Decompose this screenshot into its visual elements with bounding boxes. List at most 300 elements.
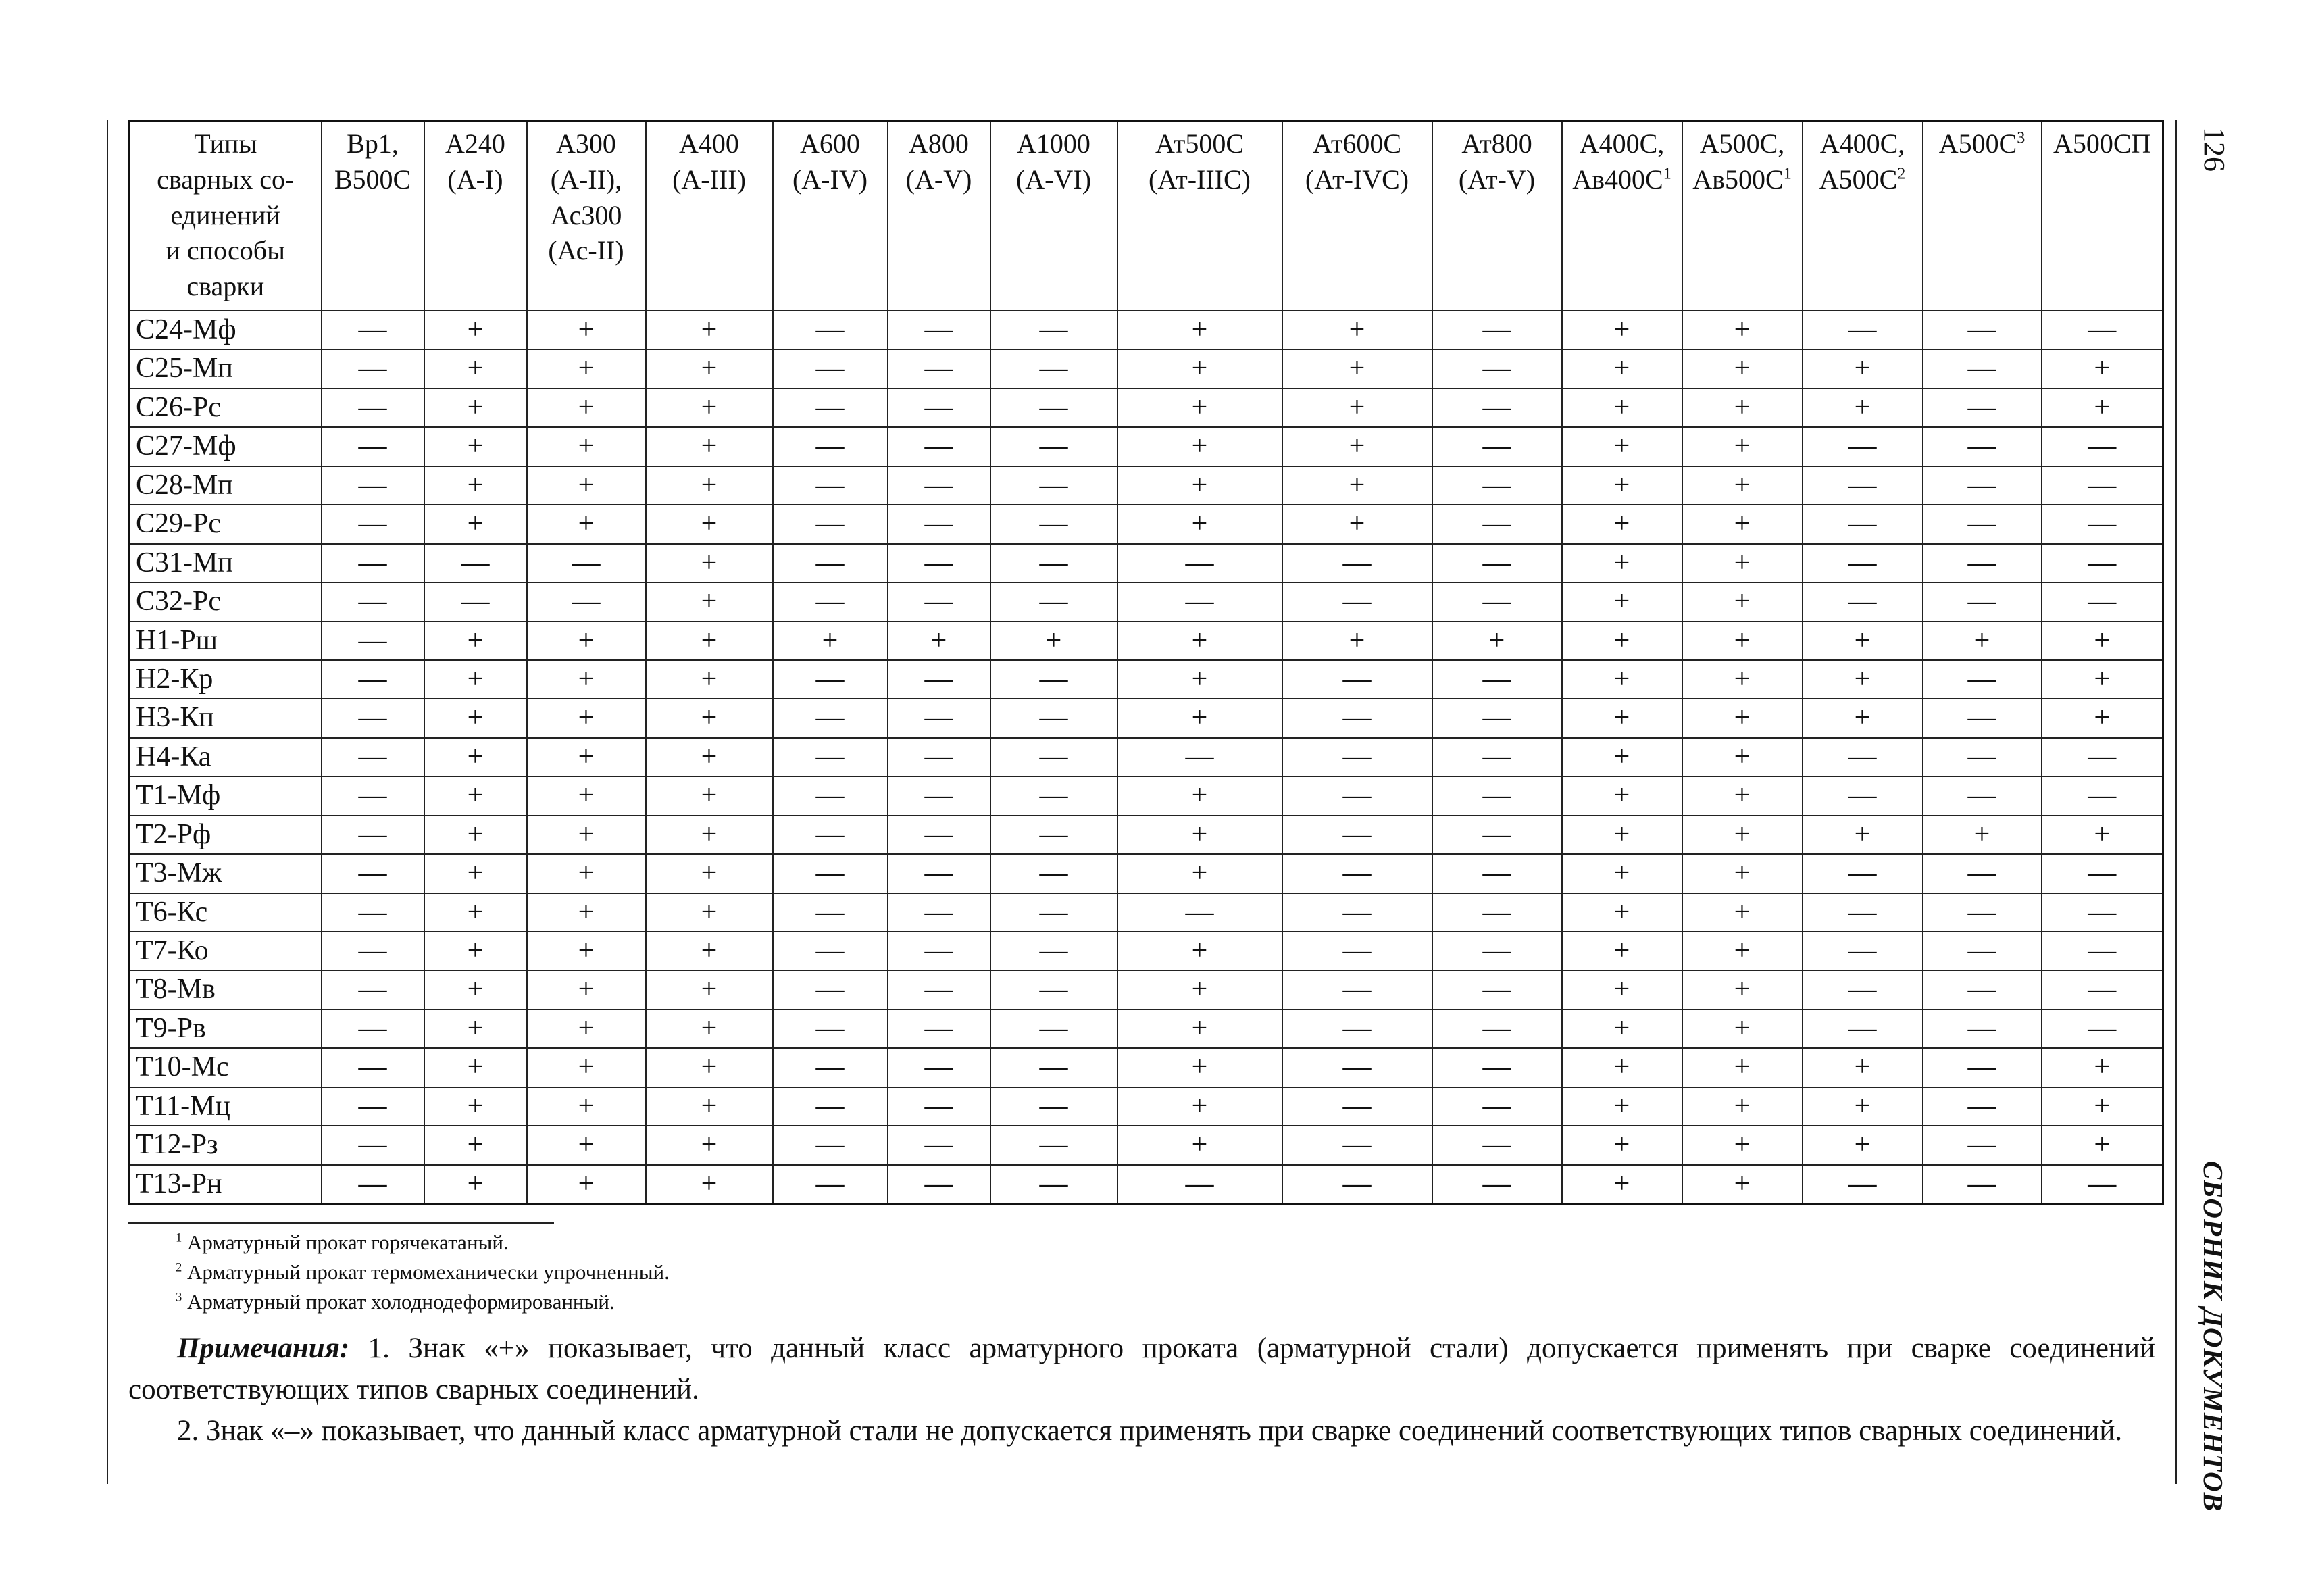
footnote-text: Арматурный прокат термомеханически упрочненный. [187, 1260, 670, 1284]
compatibility-cell: — [1282, 816, 1432, 854]
compatibility-cell: — [888, 311, 990, 349]
compatibility-cell: + [1282, 349, 1432, 388]
compatibility-cell: + [1562, 932, 1682, 970]
compatibility-cell: — [990, 776, 1117, 815]
compatibility-cell: + [1682, 1126, 1803, 1164]
compatibility-cell: — [888, 816, 990, 854]
compatibility-cell: — [1923, 1165, 2042, 1204]
table-row [130, 427, 2163, 466]
compatibility-cell: + [424, 776, 527, 815]
compatibility-cell: + [1562, 699, 1682, 737]
compatibility-cell: — [322, 738, 424, 776]
compatibility-cell: — [322, 582, 424, 621]
compatibility-cell: + [1562, 816, 1682, 854]
compatibility-cell: + [2042, 699, 2163, 737]
column-header [990, 122, 1117, 311]
compatibility-cell: — [1803, 738, 1923, 776]
compatibility-cell: + [1117, 699, 1282, 737]
compatibility-cell: — [1282, 582, 1432, 621]
compatibility-cell: — [1923, 349, 2042, 388]
footnote-number: 2 [176, 1260, 182, 1275]
compatibility-cell: — [773, 427, 888, 466]
joint-type-cell: С29-Рс [130, 505, 322, 543]
column-header-label: А400С, А500С [1819, 128, 1905, 195]
compatibility-cell: — [322, 816, 424, 854]
column-header-label: Типы сварных со- единений и способы сварки [157, 128, 295, 302]
compatibility-cell: — [322, 970, 424, 1009]
compatibility-cell: — [1432, 854, 1562, 893]
compatibility-cell: + [1562, 544, 1682, 582]
compatibility-cell: + [527, 1087, 646, 1126]
compatibility-cell: — [773, 1165, 888, 1204]
compatibility-cell: + [1682, 1165, 1803, 1204]
compatibility-cell: + [1282, 389, 1432, 427]
compatibility-cell: + [1803, 1126, 1923, 1164]
compatibility-cell: — [1282, 1165, 1432, 1204]
compatibility-cell: + [1562, 505, 1682, 543]
compatibility-cell: — [1117, 738, 1282, 776]
joint-type-cell: Н1-Рш [130, 622, 322, 660]
compatibility-cell: + [1562, 622, 1682, 660]
compatibility-cell: — [990, 854, 1117, 893]
table-row [130, 738, 2163, 776]
header-row [130, 122, 2163, 311]
compatibility-cell: + [424, 622, 527, 660]
compatibility-cell: + [424, 1087, 527, 1126]
compatibility-cell: — [1923, 389, 2042, 427]
compatibility-cell: — [773, 1126, 888, 1164]
compatibility-cell: — [990, 427, 1117, 466]
compatibility-cell: — [1282, 1009, 1432, 1048]
compatibility-cell: — [1803, 582, 1923, 621]
footnote-marker: 1 [1783, 165, 1792, 183]
compatibility-cell: — [1432, 582, 1562, 621]
compatibility-cell: + [1432, 622, 1562, 660]
compatibility-cell: — [888, 699, 990, 737]
compatibility-cell: + [1803, 699, 1923, 737]
compatibility-cell: — [2042, 427, 2163, 466]
compatibility-cell: — [1923, 699, 2042, 737]
compatibility-cell: — [990, 389, 1117, 427]
compatibility-cell: — [1803, 776, 1923, 815]
compatibility-cell: + [1803, 1048, 1923, 1087]
compatibility-cell: + [1682, 932, 1803, 970]
compatibility-cell: — [1282, 738, 1432, 776]
compatibility-cell: + [646, 816, 773, 854]
compatibility-cell: + [646, 893, 773, 932]
compatibility-cell: + [646, 1126, 773, 1164]
compatibility-cell: — [2042, 738, 2163, 776]
compatibility-cell: — [2042, 544, 2163, 582]
compatibility-cell: — [1923, 738, 2042, 776]
compatibility-cell: — [990, 699, 1117, 737]
compatibility-cell: + [1562, 893, 1682, 932]
compatibility-cell: — [773, 389, 888, 427]
compatibility-cell: + [424, 466, 527, 505]
compatibility-cell: — [990, 660, 1117, 699]
compatibility-cell: — [1923, 893, 2042, 932]
compatibility-cell: — [888, 349, 990, 388]
compatibility-cell: + [646, 622, 773, 660]
compatibility-cell: + [646, 466, 773, 505]
compatibility-cell: + [1562, 1165, 1682, 1204]
table-row [130, 776, 2163, 815]
compatibility-cell: + [1682, 699, 1803, 737]
compatibility-cell: + [1562, 660, 1682, 699]
compatibility-cell: — [1923, 660, 2042, 699]
column-header [322, 122, 424, 311]
column-header-label: А600 (А-IV) [792, 128, 868, 195]
compatibility-cell: + [1682, 349, 1803, 388]
compatibility-cell: + [646, 699, 773, 737]
compatibility-cell: — [1432, 1126, 1562, 1164]
compatibility-cell: — [322, 505, 424, 543]
compatibility-cell: — [1923, 311, 2042, 349]
joint-type-cell: Т2-Рф [130, 816, 322, 854]
compatibility-cell: + [424, 660, 527, 699]
compatibility-cell: + [527, 311, 646, 349]
compatibility-cell: + [1682, 389, 1803, 427]
joint-type-cell: Т3-Мж [130, 854, 322, 893]
column-header-label: А800 (А-V) [905, 128, 972, 195]
compatibility-cell: + [1562, 1126, 1682, 1164]
compatibility-cell: + [1562, 854, 1682, 893]
compatibility-cell: — [322, 311, 424, 349]
compatibility-cell: + [646, 1087, 773, 1126]
compatibility-cell: + [527, 816, 646, 854]
compatibility-cell: + [1117, 970, 1282, 1009]
compatibility-cell: — [1923, 505, 2042, 543]
compatibility-cell: + [1117, 622, 1282, 660]
compatibility-cell: + [1117, 505, 1282, 543]
compatibility-cell: + [424, 427, 527, 466]
compatibility-cell: + [990, 622, 1117, 660]
table-row [130, 893, 2163, 932]
compatibility-cell: — [1432, 816, 1562, 854]
compatibility-cell: — [773, 893, 888, 932]
compatibility-cell: — [773, 582, 888, 621]
compatibility-cell: — [773, 738, 888, 776]
compatibility-cell: — [1282, 854, 1432, 893]
column-header-label: Ат800 (Ат-V) [1458, 128, 1536, 195]
note-2: 2. Знак «–» показывает, что данный класс арматурной стали не допускается применять при сварке соединений соответствующих типов сварных соединений. [177, 1415, 2123, 1447]
compatibility-cell: — [1923, 427, 2042, 466]
compatibility-cell: — [773, 466, 888, 505]
compatibility-cell: — [888, 427, 990, 466]
table-row [130, 970, 2163, 1009]
compatibility-cell: — [773, 854, 888, 893]
joint-type-cell: Т13-Рн [130, 1165, 322, 1204]
compatibility-cell: + [2042, 660, 2163, 699]
compatibility-cell: — [1432, 349, 1562, 388]
joint-type-cell: Т7-Ко [130, 932, 322, 970]
compatibility-cell: — [1282, 776, 1432, 815]
compatibility-cell: + [2042, 389, 2163, 427]
column-header-label: Ат500С (Ат-IIIC) [1149, 128, 1251, 195]
compatibility-cell: + [1117, 854, 1282, 893]
compatibility-cell: + [527, 505, 646, 543]
compatibility-cell: + [424, 816, 527, 854]
table-row [130, 816, 2163, 854]
compatibility-cell: — [773, 1048, 888, 1087]
compatibility-cell: — [1803, 311, 1923, 349]
footnote-text: Арматурный прокат холоднодеформированный. [187, 1290, 615, 1314]
compatibility-cell: — [888, 389, 990, 427]
joint-type-cell: С24-Мф [130, 311, 322, 349]
column-header-label: А400 (А-III) [672, 128, 746, 195]
column-header [646, 122, 773, 311]
compatibility-cell: + [1682, 738, 1803, 776]
table-row [130, 505, 2163, 543]
compatibility-cell: + [1562, 582, 1682, 621]
footnote-marker: 3 [2017, 129, 2026, 147]
compatibility-cell: + [1562, 311, 1682, 349]
compatibility-cell: — [990, 349, 1117, 388]
compatibility-cell: + [1803, 1087, 1923, 1126]
compatibility-cell: — [2042, 854, 2163, 893]
compatibility-cell: + [1117, 1009, 1282, 1048]
compatibility-cell: + [646, 582, 773, 621]
compatibility-cell: + [1282, 505, 1432, 543]
compatibility-cell: + [1282, 311, 1432, 349]
compatibility-cell: + [424, 854, 527, 893]
compatibility-cell: — [1923, 544, 2042, 582]
compatibility-cell: — [1432, 699, 1562, 737]
compatibility-cell: — [888, 1165, 990, 1204]
joint-type-cell: Т10-Мс [130, 1048, 322, 1087]
footnote-text: Арматурный прокат горячекатаный. [187, 1230, 509, 1254]
footnote [176, 1228, 670, 1257]
table-row [130, 932, 2163, 970]
compatibility-cell: — [322, 1048, 424, 1087]
compatibility-cell: + [646, 1009, 773, 1048]
column-header-label: А500СП [2053, 128, 2151, 159]
compatibility-cell: + [1682, 544, 1803, 582]
compatibility-cell: — [322, 389, 424, 427]
column-header-label: А500С, Ав500С [1692, 128, 1785, 195]
compatibility-cell: + [1562, 427, 1682, 466]
compatibility-cell: — [1117, 1165, 1282, 1204]
compatibility-cell: — [322, 427, 424, 466]
column-header [1562, 122, 1682, 311]
compatibility-cell: — [888, 932, 990, 970]
table-header [130, 122, 2163, 311]
compatibility-cell: + [2042, 1126, 2163, 1164]
compatibility-cell: — [990, 1126, 1117, 1164]
compatibility-cell: — [1432, 932, 1562, 970]
compatibility-cell: — [1432, 970, 1562, 1009]
table-row [130, 1165, 2163, 1204]
compatibility-cell: — [773, 1009, 888, 1048]
joint-type-cell: С26-Рс [130, 389, 322, 427]
compatibility-cell: — [322, 1009, 424, 1048]
compatibility-cell: — [2042, 776, 2163, 815]
footnote [176, 1287, 670, 1317]
compatibility-cell: — [773, 699, 888, 737]
compatibility-cell: + [646, 389, 773, 427]
column-header [527, 122, 646, 311]
compatibility-cell: — [1432, 389, 1562, 427]
table-row [130, 1126, 2163, 1164]
table-row [130, 544, 2163, 582]
right-margin-rule [2175, 120, 2177, 1484]
compatibility-cell: + [527, 738, 646, 776]
page-number: 126 [2198, 127, 2231, 172]
column-header-label: А500С [1938, 128, 2017, 159]
compatibility-cell: + [527, 466, 646, 505]
compatibility-cell: — [773, 544, 888, 582]
compatibility-cell: — [990, 311, 1117, 349]
column-header [773, 122, 888, 311]
joint-type-cell: Т6-Кс [130, 893, 322, 932]
joint-type-cell: Н3-Кп [130, 699, 322, 737]
compatibility-cell: + [424, 505, 527, 543]
compatibility-cell: — [990, 544, 1117, 582]
compatibility-cell: — [322, 1165, 424, 1204]
compatibility-cell: — [1432, 738, 1562, 776]
compatibility-cell: — [990, 505, 1117, 543]
compatibility-cell: + [1682, 427, 1803, 466]
compatibility-cell: — [1923, 970, 2042, 1009]
compatibility-cell: — [1923, 854, 2042, 893]
compatibility-cell: — [1803, 466, 1923, 505]
compatibility-cell: + [1682, 1009, 1803, 1048]
compatibility-cell: + [1562, 1087, 1682, 1126]
compatibility-cell: — [888, 505, 990, 543]
compatibility-cell: + [1682, 311, 1803, 349]
compatibility-cell: — [1282, 1048, 1432, 1087]
compatibility-cell: — [1117, 893, 1282, 932]
compatibility-cell: + [646, 544, 773, 582]
table-row [130, 389, 2163, 427]
column-header-label: А240 (А-I) [445, 128, 505, 195]
compatibility-cell: — [1923, 1126, 2042, 1164]
compatibility-cell: + [527, 427, 646, 466]
compatibility-cell: + [424, 1126, 527, 1164]
compatibility-cell: — [1117, 582, 1282, 621]
compatibility-cell: + [424, 970, 527, 1009]
compatibility-cell: + [1682, 466, 1803, 505]
compatibility-cell: — [1923, 776, 2042, 815]
compatibility-cell: + [1682, 622, 1803, 660]
compatibility-cell: — [2042, 1009, 2163, 1048]
notes-label: Примечания: [177, 1332, 350, 1364]
compatibility-cell: — [888, 1126, 990, 1164]
compatibility-cell: — [1282, 660, 1432, 699]
table-row [130, 660, 2163, 699]
compatibility-cell: — [527, 544, 646, 582]
column-header [1117, 122, 1282, 311]
compatibility-cell: + [646, 854, 773, 893]
compatibility-cell: — [2042, 466, 2163, 505]
compatibility-cell: + [1282, 622, 1432, 660]
compatibility-cell: — [1432, 505, 1562, 543]
footnote [176, 1257, 670, 1287]
column-header [130, 122, 322, 311]
compatibility-cell: — [1432, 1009, 1562, 1048]
note-1 [128, 1328, 2155, 1410]
compatibility-cell: + [527, 1009, 646, 1048]
compatibility-cell: — [1923, 466, 2042, 505]
compatibility-cell: — [322, 1087, 424, 1126]
joint-type-cell: Н2-Кр [130, 660, 322, 699]
compatibility-cell: + [2042, 1048, 2163, 1087]
compatibility-cell: — [322, 544, 424, 582]
column-header-label: А1000 (А-VI) [1015, 128, 1092, 195]
compatibility-cell: — [888, 1048, 990, 1087]
compatibility-cell: — [888, 776, 990, 815]
compatibility-cell: — [322, 854, 424, 893]
compatibility-cell: — [322, 349, 424, 388]
compatibility-cell: + [1117, 427, 1282, 466]
table-row [130, 854, 2163, 893]
compatibility-cell: — [888, 1009, 990, 1048]
compatibility-cell: + [1803, 389, 1923, 427]
table-row [130, 582, 2163, 621]
compatibility-cell: — [2042, 311, 2163, 349]
compatibility-cell: + [1117, 816, 1282, 854]
column-header [1923, 122, 2042, 311]
left-margin-rule [107, 120, 108, 1484]
compatibility-cell: — [322, 699, 424, 737]
table-row [130, 622, 2163, 660]
compatibility-cell: — [888, 660, 990, 699]
compatibility-cell: + [527, 622, 646, 660]
compatibility-cell: + [1682, 1087, 1803, 1126]
compatibility-cell: — [322, 932, 424, 970]
joint-type-cell: С32-Рс [130, 582, 322, 621]
compatibility-cell: — [888, 544, 990, 582]
compatibility-cell: + [646, 1165, 773, 1204]
compatibility-cell: — [888, 582, 990, 621]
compatibility-cell: — [773, 1087, 888, 1126]
table-row [130, 699, 2163, 737]
compatibility-cell: + [527, 970, 646, 1009]
column-header [424, 122, 527, 311]
footnotes [176, 1228, 670, 1317]
column-header [1803, 122, 1923, 311]
compatibility-cell: + [527, 660, 646, 699]
compatibility-cell: + [527, 1165, 646, 1204]
compatibility-cell: + [1682, 660, 1803, 699]
footnote-rule [128, 1222, 554, 1224]
weld-compatibility-table-container [128, 120, 2162, 1205]
compatibility-cell: + [888, 622, 990, 660]
compatibility-cell: — [1432, 776, 1562, 815]
compatibility-cell: + [424, 893, 527, 932]
compatibility-cell: — [888, 738, 990, 776]
compatibility-cell: — [990, 1087, 1117, 1126]
compatibility-cell: + [1682, 776, 1803, 815]
compatibility-cell: + [1562, 1009, 1682, 1048]
column-header [888, 122, 990, 311]
compatibility-cell: — [888, 970, 990, 1009]
compatibility-cell: — [888, 466, 990, 505]
compatibility-cell: — [1432, 466, 1562, 505]
compatibility-cell: + [1117, 1087, 1282, 1126]
footnote-number: 1 [176, 1230, 182, 1245]
compatibility-cell: + [527, 389, 646, 427]
compatibility-cell: — [990, 893, 1117, 932]
compatibility-cell: — [1923, 932, 2042, 970]
compatibility-cell: + [527, 1126, 646, 1164]
joint-type-cell: С27-Мф [130, 427, 322, 466]
compatibility-cell: + [646, 427, 773, 466]
compatibility-cell: + [424, 1009, 527, 1048]
compatibility-cell: + [527, 893, 646, 932]
table-row [130, 466, 2163, 505]
compatibility-cell: + [1117, 389, 1282, 427]
